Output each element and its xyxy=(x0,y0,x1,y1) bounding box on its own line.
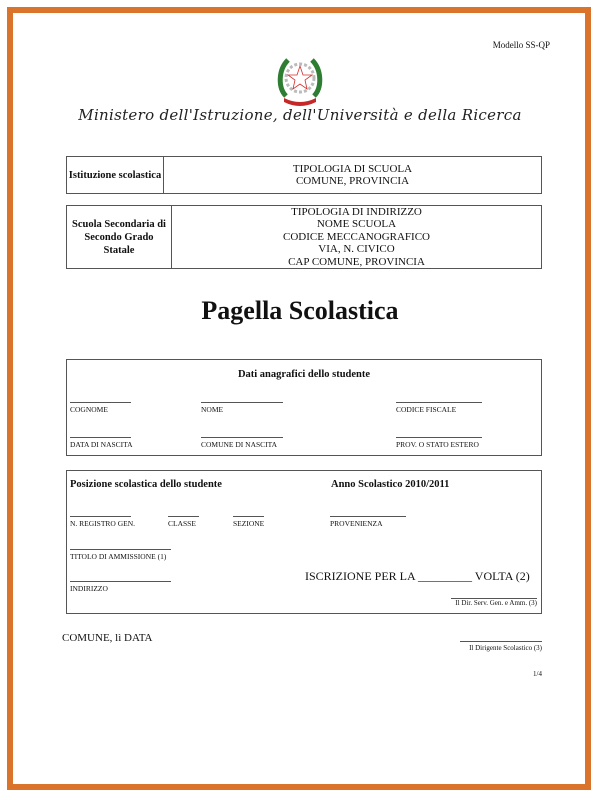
student-data-section xyxy=(66,359,542,456)
field-comune-nascita[interactable]: COMUNE DI NASCITA xyxy=(201,437,283,449)
model-code: Modello SS-QP xyxy=(492,40,550,50)
field-data-nascita[interactable]: DATA DI NASCITA xyxy=(70,437,133,449)
school-box xyxy=(66,205,542,269)
school-line: CODICE MECCANOGRAFICO xyxy=(283,230,430,243)
school-line: VIA, N. CIVICO xyxy=(318,243,395,256)
field-provenienza[interactable]: PROVENIENZA xyxy=(330,516,406,528)
admin-signature[interactable]: Il Dir. Serv. Gen. e Amm. (3) xyxy=(451,598,537,607)
field-nome[interactable]: NOME xyxy=(201,402,283,414)
institution-label: Istituzione scolastica xyxy=(67,157,164,193)
field-titolo-ammissione[interactable]: TITOLO DI AMMISSIONE (1) xyxy=(70,549,171,561)
school-label: Scuola Secondaria di Secondo Grado Statale xyxy=(67,206,172,268)
field-sezione[interactable]: SEZIONE xyxy=(233,516,264,528)
italian-republic-emblem-icon xyxy=(276,52,324,110)
enrollment-count[interactable]: ISCRIZIONE PER LA _________ VOLTA (2) xyxy=(305,569,530,583)
institution-box xyxy=(66,156,542,194)
place-date[interactable]: COMUNE, lì DATA xyxy=(62,632,153,644)
field-indirizzo[interactable]: INDIRIZZO xyxy=(70,581,171,593)
ministry-name: Ministero dell'Istruzione, dell'Università e della Ricerca xyxy=(78,106,522,124)
page-title: Pagella Scolastica xyxy=(201,296,399,325)
school-year: Anno Scolastico 2010/2011 xyxy=(331,479,450,490)
school-line: CAP COMUNE, PROVINCIA xyxy=(288,255,425,268)
student-data-title: Dati anagrafici dello studente xyxy=(237,369,371,380)
field-prov-stato[interactable]: PROV. O STATO ESTERO xyxy=(396,437,482,449)
school-line: NOME SCUOLA xyxy=(316,218,397,231)
institution-location: COMUNE, PROVINCIA xyxy=(295,175,410,187)
school-details xyxy=(172,206,541,268)
field-cognome[interactable]: COGNOME xyxy=(70,402,131,414)
institution-type: TIPOLOGIA DI SCUOLA xyxy=(292,162,413,175)
field-registro[interactable]: N. REGISTRO GEN. xyxy=(70,516,135,528)
field-classe[interactable]: CLASSE xyxy=(168,516,199,528)
page-number: 1/4 xyxy=(533,670,542,678)
school-line: TIPOLOGIA DI INDIRIZZO xyxy=(291,205,422,218)
principal-signature[interactable]: Il Dirigente Scolastico (3) xyxy=(460,641,542,652)
institution-details xyxy=(164,157,541,193)
field-codice-fiscale[interactable]: CODICE FISCALE xyxy=(396,402,482,414)
position-title: Posizione scolastica dello studente xyxy=(70,479,222,490)
school-position-section xyxy=(66,470,542,614)
